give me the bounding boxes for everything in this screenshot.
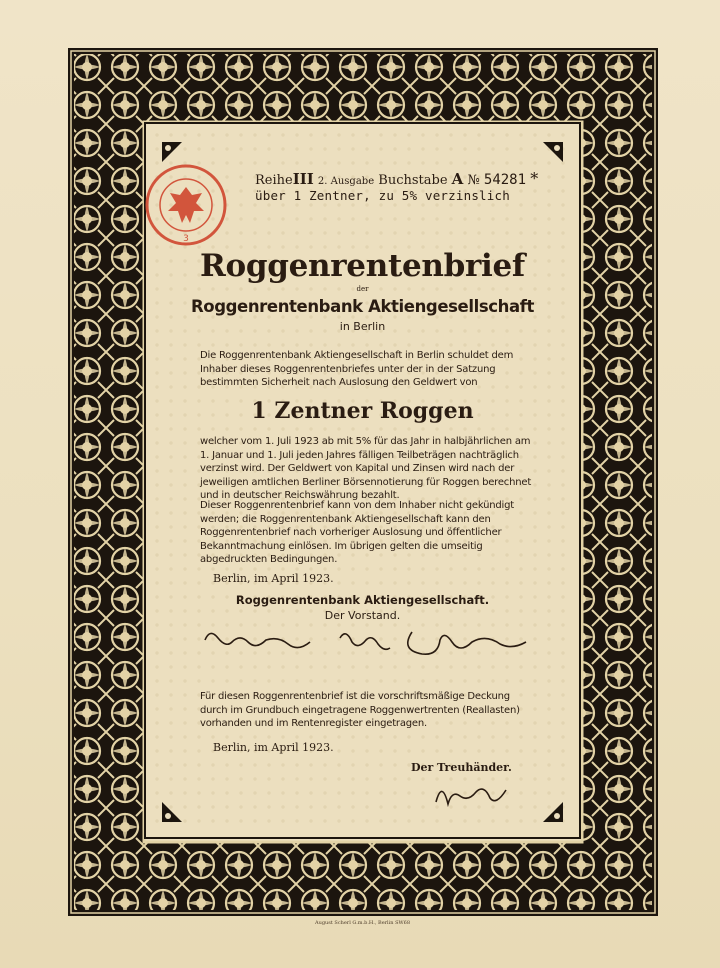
- coverage-date: Berlin, im April 1923.: [213, 741, 334, 754]
- serial-number: 54281: [483, 172, 527, 188]
- signatory-bank: Roggenrentenbank Aktiengesellschaft.: [235, 593, 490, 607]
- paragraph-debt: Die Roggenrentenbank Aktiengesellschaft in Berlin schuldet dem Inhaber dieses Roggenrentenbriefes unter der in der Satzung bestimmten Sicherheit nach Auslosung den Geldwert von: [200, 350, 514, 389]
- trustee-signature: [430, 776, 520, 810]
- bank-name: Roggenrentenbank Aktiengesellschaft: [190, 297, 534, 316]
- trustee-label: Der Treuhänder.: [411, 761, 512, 774]
- paragraph-redemption: Dieser Roggenrentenbrief kann von dem Inhaber nicht gekündigt werden; die Roggenrentenbank Aktiengesellschaft kann den Roggenrentenbrief nach vorheriger Auslosung und öffentlicher Bekanntmachung einlösen. Im übrigen gelten die umseitig abgedruckten Bedingungen.: [200, 500, 514, 566]
- corner-ornament-icon: [541, 140, 565, 164]
- svg-text:3: 3: [183, 234, 189, 244]
- board-signatures: [200, 620, 540, 670]
- printer-imprint: August Scherl G.m.b.H., Berlin SW68: [314, 920, 410, 926]
- der-label: der: [356, 285, 369, 293]
- paragraph-interest: welcher vom 1. Juli 1923 ab mit 5% für das Jahr in halbjährlichen am 1. Januar und 1. Juli jeden Jahres fälligen Teilbeträgen nachträglich verzinst wird. Der Geldwert von Kapital und Zinsen wird nach der jeweiligen amtlichen Berliner Börsennotierung für Roggen berechnet und in deutscher Reichswährung bezahlt.: [200, 436, 532, 502]
- corner-ornament-icon: [541, 800, 565, 824]
- series-line: ReiheIII 2. Ausgabe Buchstabe A № 54281 *: [255, 169, 539, 188]
- amount-subline: über 1 Zentner, zu 5% verzinslich: [255, 188, 510, 203]
- paragraph-coverage: Für diesen Roggenrentenbrief ist die vorschriftsmäßige Deckung durch im Grundbuch eingetragene Roggenwertrenten (Reallasten) vorhanden und im Rentenregister eingetragen.: [200, 691, 520, 730]
- amount-heading: 1 Zentner Roggen: [251, 398, 474, 424]
- corner-ornament-icon: [160, 140, 184, 164]
- document-title: Roggenrentenbrief: [200, 248, 525, 284]
- issue-date: Berlin, im April 1923.: [213, 572, 334, 585]
- board-label: Der Vorstand.: [324, 609, 401, 622]
- tax-stamp-seal: [144, 163, 228, 247]
- corner-ornament-icon: [160, 800, 184, 824]
- city-label: in Berlin: [339, 320, 386, 333]
